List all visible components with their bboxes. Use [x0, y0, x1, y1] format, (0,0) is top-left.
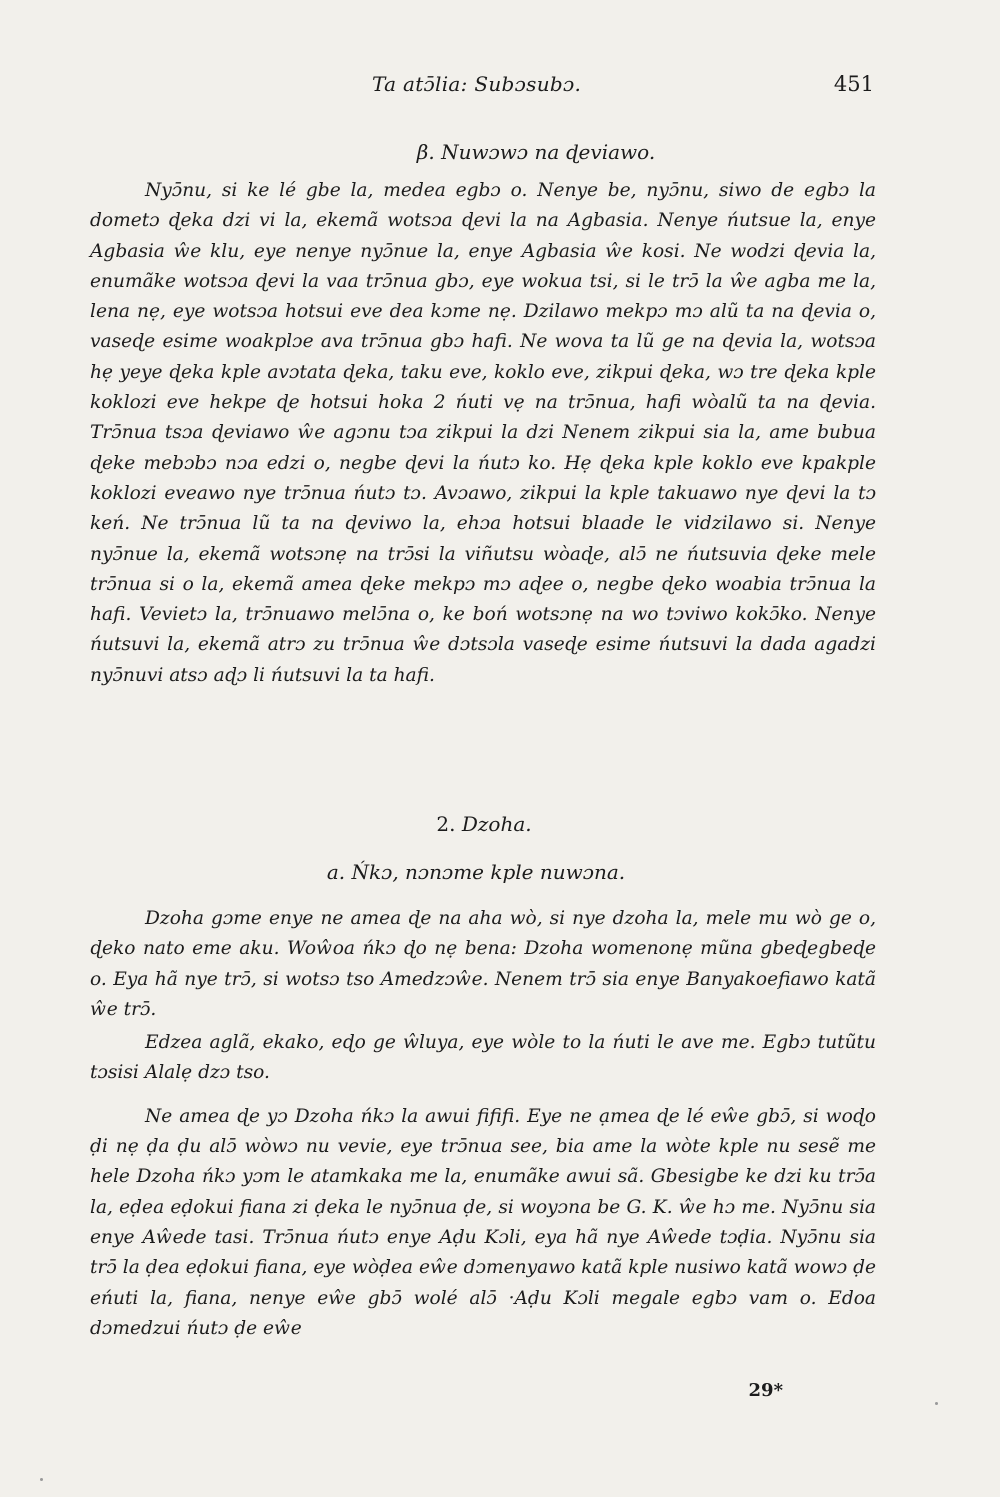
running-head-title: Ta atɔ̄lia: Subɔsubɔ. [372, 72, 582, 96]
paragraph: Ne amea ɖe yɔ Dzoha ńkɔ la awui fififi. Eye ne ạmea ɖe lé eŵe gbɔ̄, si woɖo ḍi nẹ ḍa ḍu alɔ̄ wòwɔ nu vevie, eye trɔ̄nua see, bia ame la wòte kple nu sesẽ me hele Dzoha ńkɔ yɔm le atamkaka me la, enumãke awui sã. Gbesigbe ke dzi ku trɔ̄a la, eḍea eḍokui fiana zi ḍeka le nyɔ̄nua ḍe, si woyɔna be G. K. ŵe hɔ me. Nyɔ̄nu sia enye Aŵede tasi. Trɔ̄nua ńutɔ enye Aḍu Kɔli, eya hã nye Aŵede tɔḍia. Nyɔ̄nu sia trɔ̄ la ḍea eḍokui fiana, eye wòḍea eŵe dɔmenyawo katã kple nusiwo katã wowɔ ḍe eńuti la, fiana, nenye eŵe gbɔ̄ wolé alɔ̄ ·Aḍu Kɔli megale egbɔ vam o. Edoa dɔmedzui ńutɔ ḍe eŵe [90, 1105, 876, 1339]
page-number: 451 [833, 72, 874, 96]
subsection-heading [0, 860, 976, 884]
section-beta-body [90, 176, 876, 691]
paper-speck [40, 1478, 43, 1481]
subsection-title: Ńkɔ, nɔnɔme kple nuwɔna. [351, 860, 626, 884]
paper-speck [935, 1402, 938, 1405]
paragraph: Edzea aglã, ekako, eɖo ge ŵluya, eye wòle to la ńuti le ave me. Egbɔ tutũtu tɔsisi Alalẹ dzɔ tso. [90, 1032, 876, 1084]
section-2-heading [0, 812, 984, 836]
paragraph: Nyɔ̄nu, si ke lé gbe la, medea egbɔ o. Nenye be, nyɔ̄nu, siwo de egbɔ la dometɔ ɖeka dzi vi la, ekemã wotsɔa ɖevi la na Agbasia. Nenye ńutsue la, enye Agbasia ŵe klu, eye nenye nyɔ̄nue la, enye Agbasia ŵe kosi. Ne wodzi ɖevia la, enumãke wotsɔa ɖevi la vaa trɔ̄nua gbɔ, eye wokua tsi, si le trɔ̄ la ŵe agba me la, lena nẹ, eye wotsɔa hotsui eve dea kɔme nẹ. Dzilawo mekpɔ mɔ alũ ta na ɖevia o, vaseɖe esime woakplɔe ava trɔ̄nua gbɔ hafi. Ne wova ta lũ ge na ɖevia la, wotsɔa hẹ yeye ɖeka kple avɔtata ɖeka, taku eve, koklo eve, zikpui ɖeka, wɔ tre ɖeka kple koklozi eve hekpe ɖe hotsui hoka 2 ńuti vẹ na trɔ̄nua, hafi wòalũ ta na ɖevia. Trɔ̄nua tsɔa ɖeviawo ŵe agɔnu tɔa zikpui la dzi Nenem zikpui sia la, ame bubua ɖeke mebɔbɔ nɔa edzi o, negbe ɖevi la ńutɔ ko. Hẹ ɖeka kple koklo eve kpakple koklozi eveawo nye trɔ̄nua ńutɔ tɔ. Avɔawo, zikpui la kple takuawo nye ɖevi la tɔ keń. Ne trɔ̄nua lũ ta na ɖeviwo la, ehɔa hotsui blaade le vidzilawo si. Nenye nyɔ̄nue la, ekemã wotsɔnẹ na trɔ̄si la viñutsu wòaɖe, alɔ̄ ne ńutsuvia ɖeke mele trɔ̄nua si o la, ekemã amea ɖeke mekpɔ mɔ aɖee o, negbe ɖeko woabia trɔ̄nua la hafi. Vevietɔ la, trɔ̄nuawo melɔ̄na o, ke boń wotsɔnẹ na wo tɔviwo kokɔ̄ko. Nenye ńutsuvi la, ekemã atrɔ zu trɔ̄nua ŵe dɔtsɔla vaseɖe esime ńutsuvi la dada agadzi nyɔ̄nuvi atsɔ aɖɔ li ńutsuvi la ta hafi. [90, 180, 876, 686]
section-title: Dzoha. [461, 812, 532, 836]
section-2-body [90, 904, 876, 1358]
section-number: 2. [436, 812, 456, 836]
section-beta-heading: β. Nuwɔwɔ na ɖeviawo. [416, 140, 656, 164]
signature-mark: 29* [748, 1380, 783, 1401]
subsection-letter: a. [326, 860, 346, 884]
paragraph: Dzoha gɔme enye ne amea ɖe na aha wò, si nye dzoha la, mele mu wò ge o, ɖeko nato eme aku. Woŵoa ńkɔ ɖo nẹ bena: Dzoha womenonẹ mũna gbeɖegbeɖe o. Eya hã nye trɔ̄, si wotsɔ tso Amedzɔŵe. Nenem trɔ̄ sia enye Banyakoefiawo katã ŵe trɔ̄. [90, 908, 876, 1020]
